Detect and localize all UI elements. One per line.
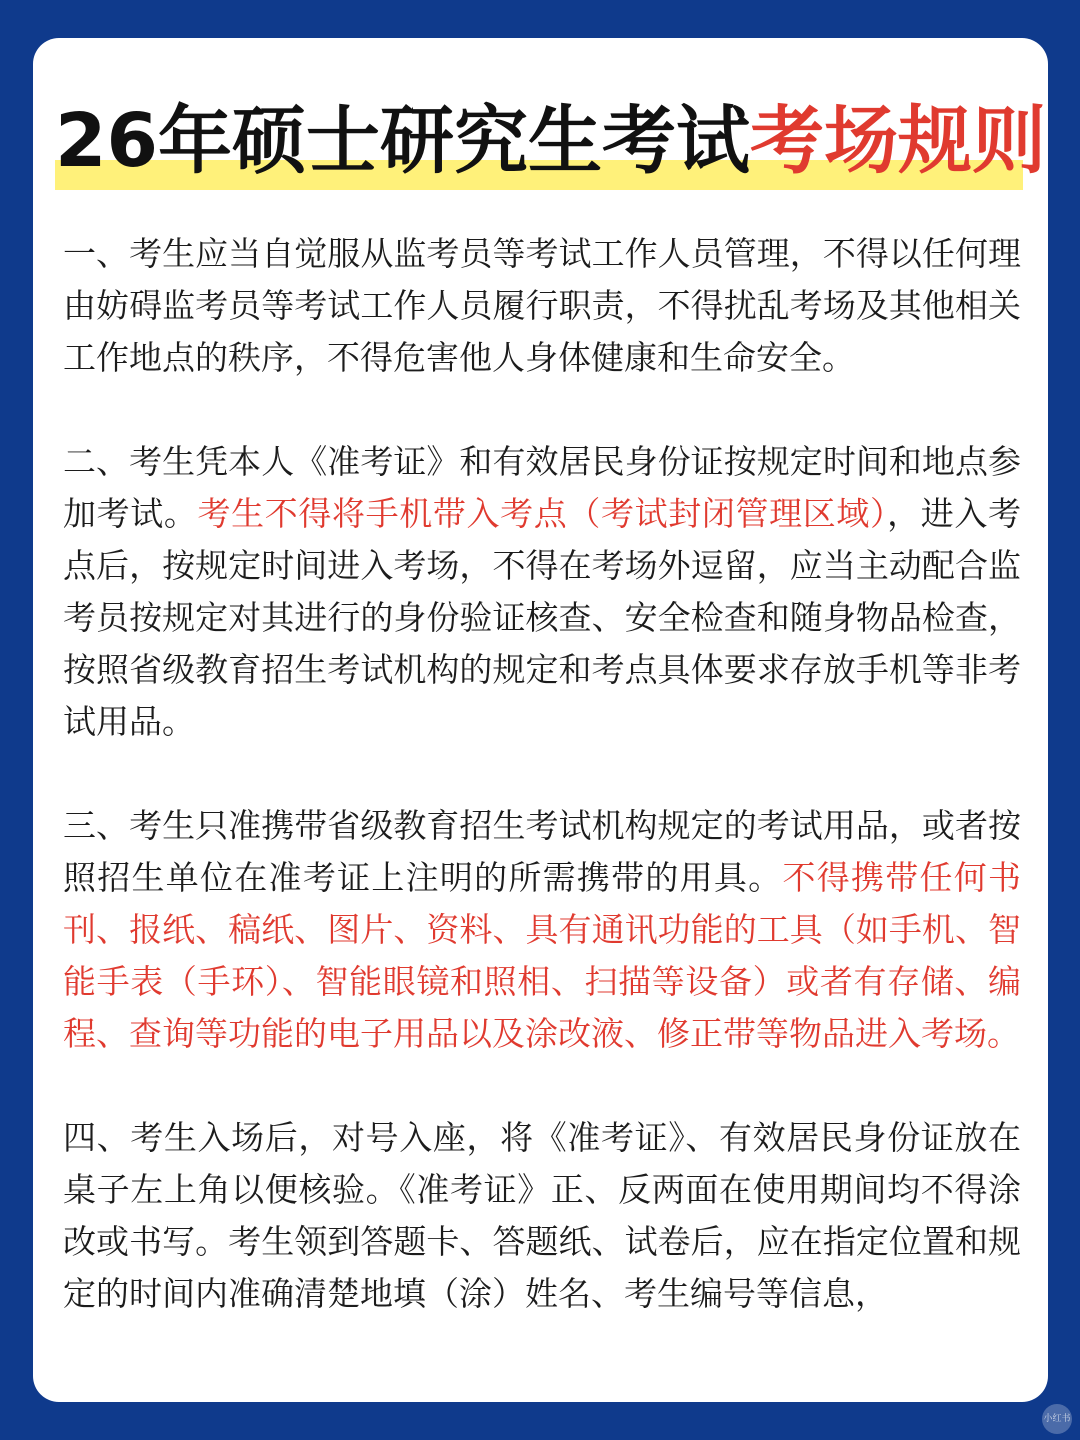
rule-highlight-text: 考生不得将手机带入考点（考试封闭管理区域）: [197, 494, 888, 533]
rule-paragraph-2: [63, 436, 1021, 748]
rule-text: 一、考生应当自觉服从监考员等考试工作人员管理，不得以任何理由妨碍监考员等考试工作人员履行职责，不得扰乱考场及其他相关工作地点的秩序，不得危害他人身体健康和生命安全。: [63, 234, 1021, 377]
rule-text: ，进入考点后，按规定时间进入考场，不得在考场外逗留，应当主动配合监考员按规定对其进行的身份验证核查、安全检查和随身物品检查，按照省级教育招生考试机构的规定和考点具体要求存放手机等非考试用品。: [63, 494, 1021, 741]
rule-paragraph-4: [63, 1112, 1021, 1320]
title-main: 26年硕士研究生考试: [55, 98, 750, 184]
title-accent: 考场规则: [749, 98, 1046, 184]
rule-paragraph-1: [63, 228, 1021, 384]
rule-text: 四、考生入场后，对号入座，将《准考证》、有效居民身份证放在桌子左上角以便核验。《准考证》正、反两面在使用期间均不得涂改或书写。考生领到答题卡、答题纸、试卷后，应在指定位置和规定的时间内准确清楚地填（涂）姓名、考生编号等信息，: [63, 1118, 1021, 1313]
rules-card: [33, 38, 1048, 1402]
rule-highlight-text: 不得携带任何书刊、报纸、稿纸、图片、资料、具有通讯功能的工具（如手机、智能手表（手环）、智能眼镜和照相、扫描等设备）或者有存储、编程、查询等功能的电子用品以及涂改液、修正带等物品进入考场。: [63, 858, 1022, 1053]
rule-text: 二、考生凭本人《准考证》和有效居民身份证按规定时间和地点参加考试。: [63, 442, 1021, 533]
rule-text: 三、考生只准携带省级教育招生考试机构规定的考试用品，或者按照招生单位在准考证上注明的所需携带的用具。: [63, 806, 1021, 897]
title-block: [55, 86, 1046, 196]
watermark-logo: 小红书: [1042, 1404, 1072, 1434]
rules-content: [63, 228, 1021, 1372]
page-title: [55, 86, 1046, 196]
rule-paragraph-3: [63, 800, 1021, 1060]
